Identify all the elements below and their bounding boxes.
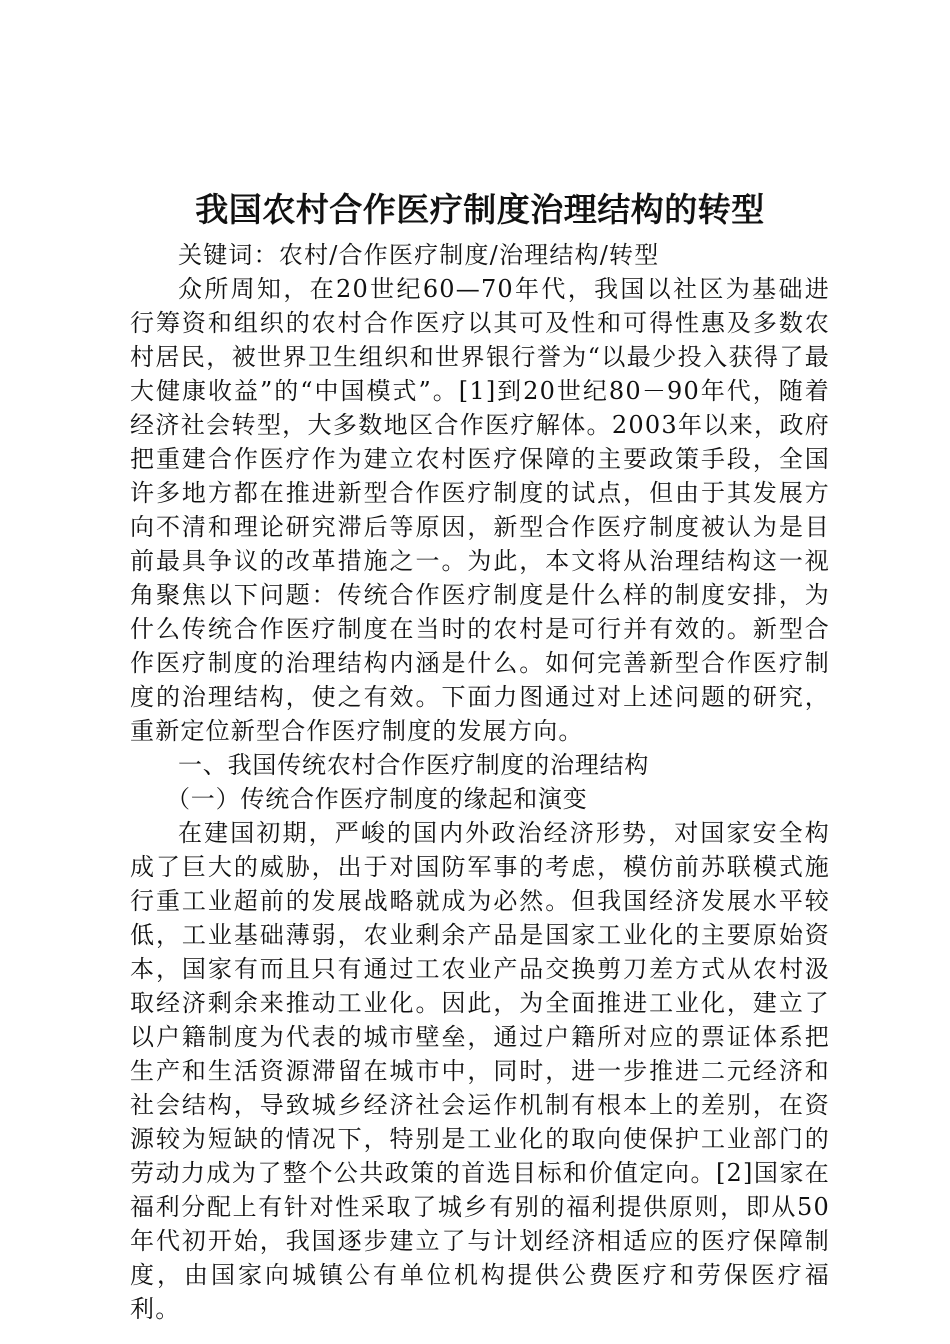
keywords-line: 关键词：农村/合作医疗制度/治理结构/转型 bbox=[178, 241, 660, 269]
body-paragraph: 在建国初期，严峻的国内外政治经济形势，对国家安全构成了巨大的威胁，出于对国防军事的考虑，模仿前苏联模式施行重工业超前的发展战略就成为必然。但我国经济发展水平较低，工业基础薄弱，农业剩余产品是国家工业化的主要原始资本，国家有而且只有通过工农业产品交换剪刀差方式从农村汲取经济剩余来推动工业化。因此，为全面推进工业化，建立了以户籍制度为代表的城市壁垒，通过户籍所对应的票证体系把生产和生活资源滞留在城市中，同时，进一步推进二元经济和社会结构，导致城乡经济社会运作机制有根本上的差别，在资源较为短缺的情况下，特别是工业化的取向使保护工业部门的劳动力成为了整个公共政策的首选目标和价值定向。[2]国家在福利分配上有针对性采取了城乡有别的福利提供原则，即从50年代初开始，我国逐步建立了与计划经济相适应的医疗保障制度，由国家向城镇公有单位机构提供公费医疗和劳保医疗福利。 bbox=[130, 819, 830, 1323]
section-heading: 一、我国传统农村合作医疗制度的治理结构 bbox=[178, 751, 650, 779]
document-body bbox=[130, 184, 830, 1326]
intro-paragraph: 众所周知，在20世纪60—70年代，我国以社区为基础进行筹资和组织的农村合作医疗以其可及性和可得性惠及多数农村居民，被世界卫生组织和世界银行誉为“以最少投入获得了最大健康收益”的“中国模式”。[1]到20世纪80－90年代，随着经济社会转型，大多数地区合作医疗解体。2003年以来，政府把重建合作医疗作为建立农村医疗保障的主要政策手段，全国许多地方都在推进新型合作医疗制度的试点，但由于其发展方向不清和理论研究滞后等原因，新型合作医疗制度被认为是目前最具争议的改革措施之一。为此，本文将从治理结构这一视角聚焦以下问题：传统合作医疗制度是什么样的制度安排，为什么传统合作医疗制度在当时的农村是可行并有效的。新型合作医疗制度的治理结构内涵是什么。如何完善新型合作医疗制度的治理结构，使之有效。下面力图通过对上述问题的研究，重新定位新型合作医疗制度的发展方向。 bbox=[130, 275, 830, 745]
subsection-heading: （一）传统合作医疗制度的缘起和演变 bbox=[166, 785, 588, 813]
document-title: 我国农村合作医疗制度治理结构的转型 bbox=[195, 190, 765, 229]
